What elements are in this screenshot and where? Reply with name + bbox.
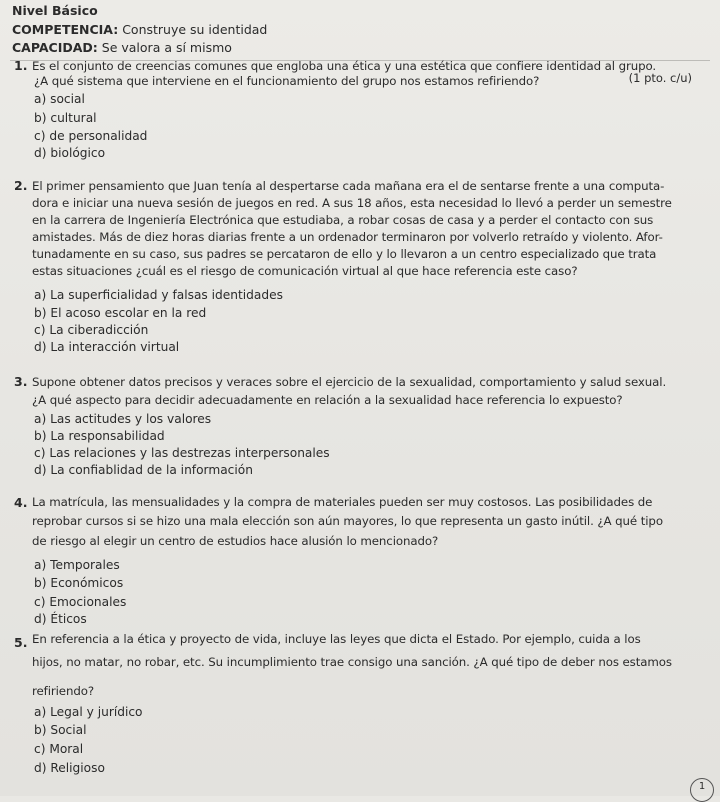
question-number: 3. xyxy=(14,374,28,389)
answer-option[interactable]: b) cultural xyxy=(34,111,97,125)
question-text: En referencia a la ética y proyecto de vida, incluye las leyes que dicta el Estado. Por ejemplo, cuida a los xyxy=(32,632,641,646)
question-text: amistades. Más de diez horas diarias frente a un ordenador terminaron por volverlo retraído y violento. Afor- xyxy=(32,230,663,244)
competency-label: COMPETENCIA: xyxy=(12,22,119,37)
question-text: reprobar cursos si se hizo una mala elección son aún mayores, lo que representa un gasto inútil. ¿A qué tipo xyxy=(32,514,663,528)
answer-option[interactable]: c) La ciberadicción xyxy=(34,323,149,337)
answer-option[interactable]: a) La superficialidad y falsas identidades xyxy=(34,288,283,302)
points-note: (1 pto. c/u) xyxy=(628,71,692,85)
answer-option[interactable]: d) Éticos xyxy=(34,612,87,626)
question-number: 4. xyxy=(14,495,28,510)
capacity-line xyxy=(12,40,232,55)
question-number: 2. xyxy=(14,178,28,193)
question-text: hijos, no matar, no robar, etc. Su incumplimiento trae consigo una sanción. ¿A qué tipo de deber nos estamos xyxy=(32,655,672,669)
question-text: tunadamente en su caso, sus padres se percataron de ello y lo llevaron a un centro especializado que trata xyxy=(32,247,657,261)
level-title: Nivel Básico xyxy=(12,3,98,18)
competency-line xyxy=(12,22,267,37)
answer-option[interactable]: c) Moral xyxy=(34,742,84,756)
question-text: ¿A qué sistema que interviene en el funcionamiento del grupo nos estamos refiriendo? xyxy=(34,74,540,88)
question-text: en la carrera de Ingeniería Electrónica que estudiaba, a robar cosas de casa y a perder el contacto con sus xyxy=(32,213,654,227)
answer-option[interactable]: b) El acoso escolar en la red xyxy=(34,306,207,320)
answer-option[interactable]: a) Temporales xyxy=(34,558,120,572)
question-text: Es el conjunto de creencias comunes que engloba una ética y una estética que confiere identidad al grupo. xyxy=(32,59,657,73)
question-number: 5. xyxy=(14,635,28,650)
answer-option[interactable]: a) Las actitudes y los valores xyxy=(34,412,212,426)
answer-option[interactable]: c) Las relaciones y las destrezas interpersonales xyxy=(34,446,330,460)
page-number: 1 xyxy=(690,778,714,802)
question-text: Supone obtener datos precisos y veraces sobre el ejercicio de la sexualidad, comportamiento y salud sexual. xyxy=(32,375,667,389)
question-text: estas situaciones ¿cuál es el riesgo de comunicación virtual al que hace referencia este caso? xyxy=(32,264,578,278)
question-text: de riesgo al elegir un centro de estudios hace alusión lo mencionado? xyxy=(32,534,439,548)
answer-option[interactable]: b) Social xyxy=(34,723,87,737)
competency-value: Construye su identidad xyxy=(122,22,268,37)
answer-option[interactable]: a) social xyxy=(34,92,85,106)
answer-option[interactable]: c) Emocionales xyxy=(34,595,127,609)
answer-option[interactable]: b) Económicos xyxy=(34,576,124,590)
answer-option[interactable]: d) La confiablidad de la información xyxy=(34,463,253,477)
question-number: 1. xyxy=(14,58,28,73)
capacity-label: CAPACIDAD: xyxy=(12,40,98,55)
answer-option[interactable]: b) La responsabilidad xyxy=(34,429,165,443)
answer-option[interactable]: c) de personalidad xyxy=(34,129,148,143)
question-text: La matrícula, las mensualidades y la compra de materiales pueden ser muy costosos. Las posibilidades de xyxy=(32,495,653,509)
answer-option[interactable]: d) La interacción virtual xyxy=(34,340,180,354)
question-text: ¿A qué aspecto para decidir adecuadamente en relación a la sexualidad hace referencia lo expuesto? xyxy=(32,393,623,407)
question-text: refiriendo? xyxy=(32,684,95,698)
capacity-value: Se valora a sí mismo xyxy=(101,40,232,55)
question-text: El primer pensamiento que Juan tenía al despertarse cada mañana era el de sentarse frente a una computa- xyxy=(32,179,665,193)
answer-option[interactable]: d) biológico xyxy=(34,146,106,160)
answer-option[interactable]: a) Legal y jurídico xyxy=(34,705,143,719)
answer-option[interactable]: d) Religioso xyxy=(34,761,105,775)
question-text: dora e iniciar una nueva sesión de juegos en red. A sus 18 años, esta necesidad lo llevó a perder un semestre xyxy=(32,196,672,210)
